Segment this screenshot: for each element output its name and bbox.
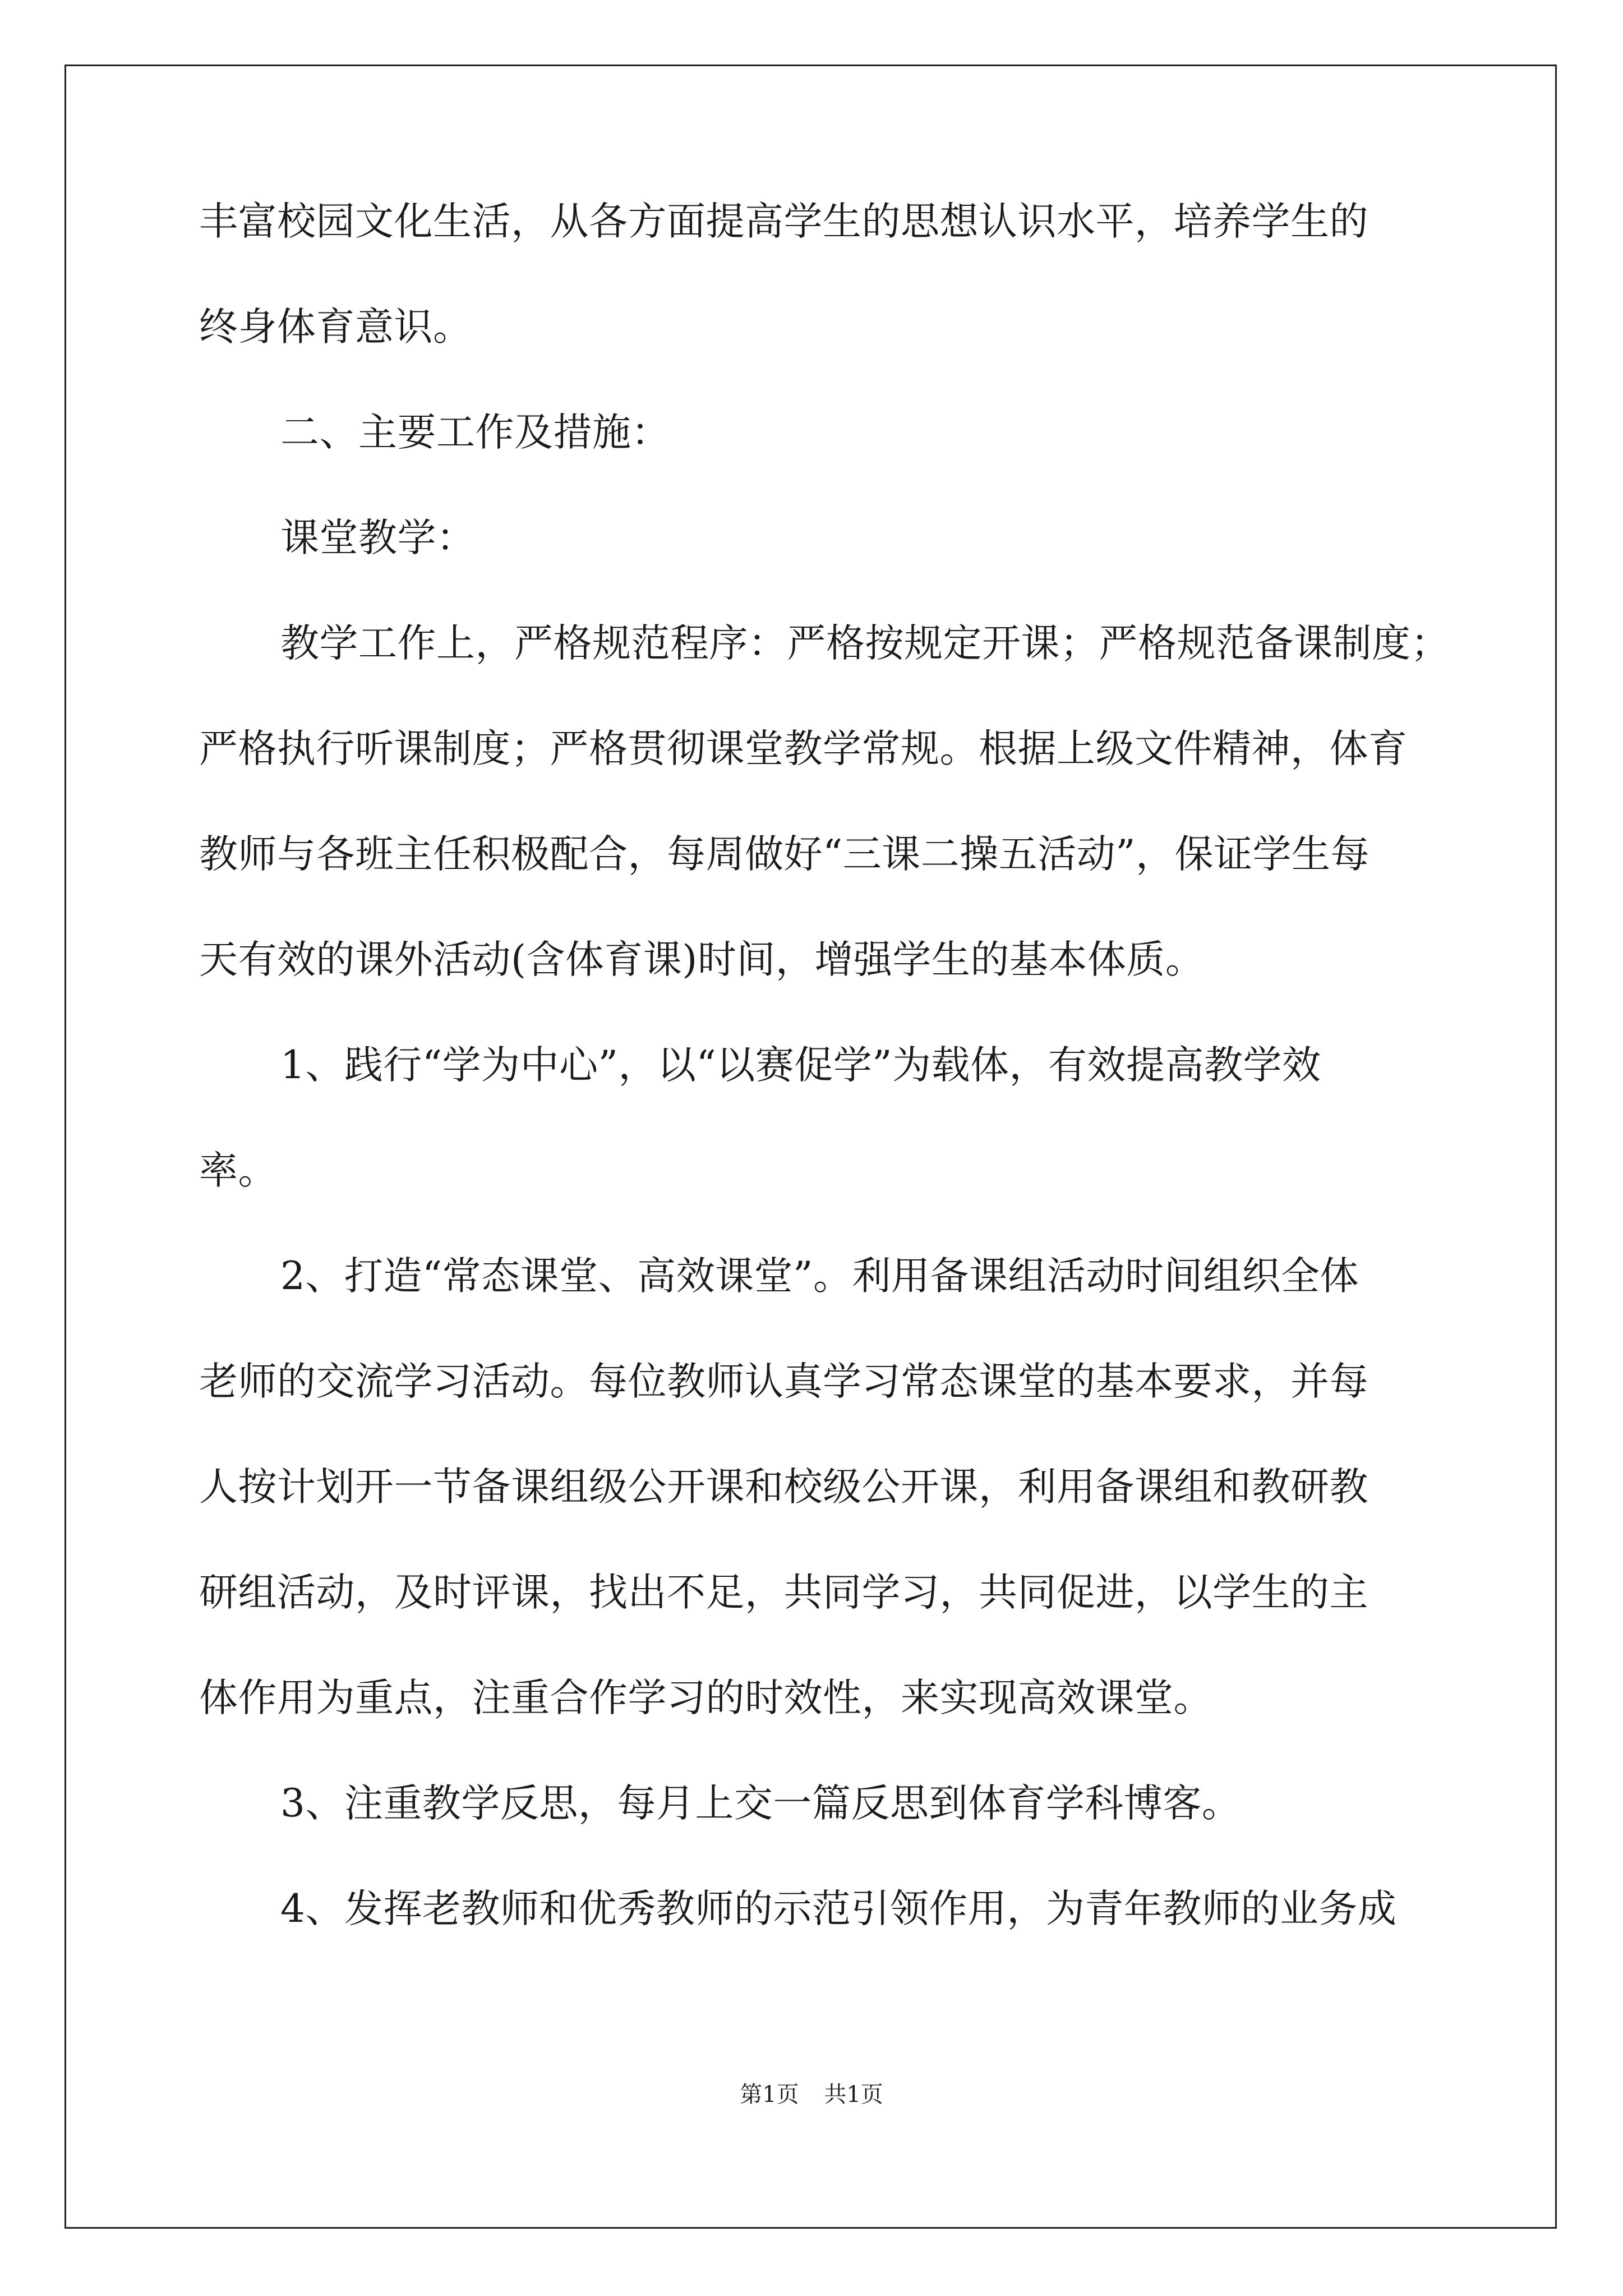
text-line: 课堂教学：: [280, 516, 476, 560]
page-footer: [0, 2081, 1623, 2109]
text-line: 天有效的课外活动(含体育课)时间，增强学生的基本体质。: [199, 937, 1205, 982]
page-total: 共1页: [824, 2082, 883, 2108]
text-line: 丰富校园文化生活，从各方面提高学生的思想认识水平，培养学生的: [199, 199, 1368, 244]
text-line: 二、主要工作及措施：: [280, 410, 670, 455]
text-line: 人按计划开一节备课组级公开课和校级公开课，利用备课组和教研教: [199, 1465, 1368, 1510]
text-line: 教师与各班主任积极配合，每周做好“三课二操五活动”，保证学生每: [199, 832, 1370, 877]
text-line: 教学工作上，严格规范程序：严格按规定开课；严格规范备课制度；: [280, 621, 1450, 666]
text-line: 终身体育意识。: [199, 305, 472, 349]
text-line: 3、注重教学反思，每月上交一篇反思到体育学科博客。: [280, 1781, 1241, 1826]
text-line: 率。: [199, 1148, 277, 1193]
text-line: 严格执行听课制度；严格贯彻课堂教学常规。根据上级文件精神，体育: [199, 726, 1408, 771]
text-line: 4、发挥老教师和优秀教师的示范引领作用，为青年教师的业务成: [280, 1887, 1397, 1931]
text-line: 体作用为重点，注重合作学习的时效性，来实现高效课堂。: [199, 1676, 1212, 1720]
text-line: 1、践行“学为中心”，以“以赛促学”为载体，有效提高教学效: [280, 1043, 1321, 1088]
text-line: 2、打造“常态课堂、高效课堂”。利用备课组活动时间组织全体: [280, 1254, 1359, 1299]
text-line: 研组活动，及时评课，找出不足，共同学习，共同促进，以学生的主: [199, 1570, 1368, 1615]
text-line: 老师的交流学习活动。每位教师认真学习常态课堂的基本要求，并每: [199, 1359, 1368, 1404]
page-number: 第1页: [740, 2082, 799, 2108]
